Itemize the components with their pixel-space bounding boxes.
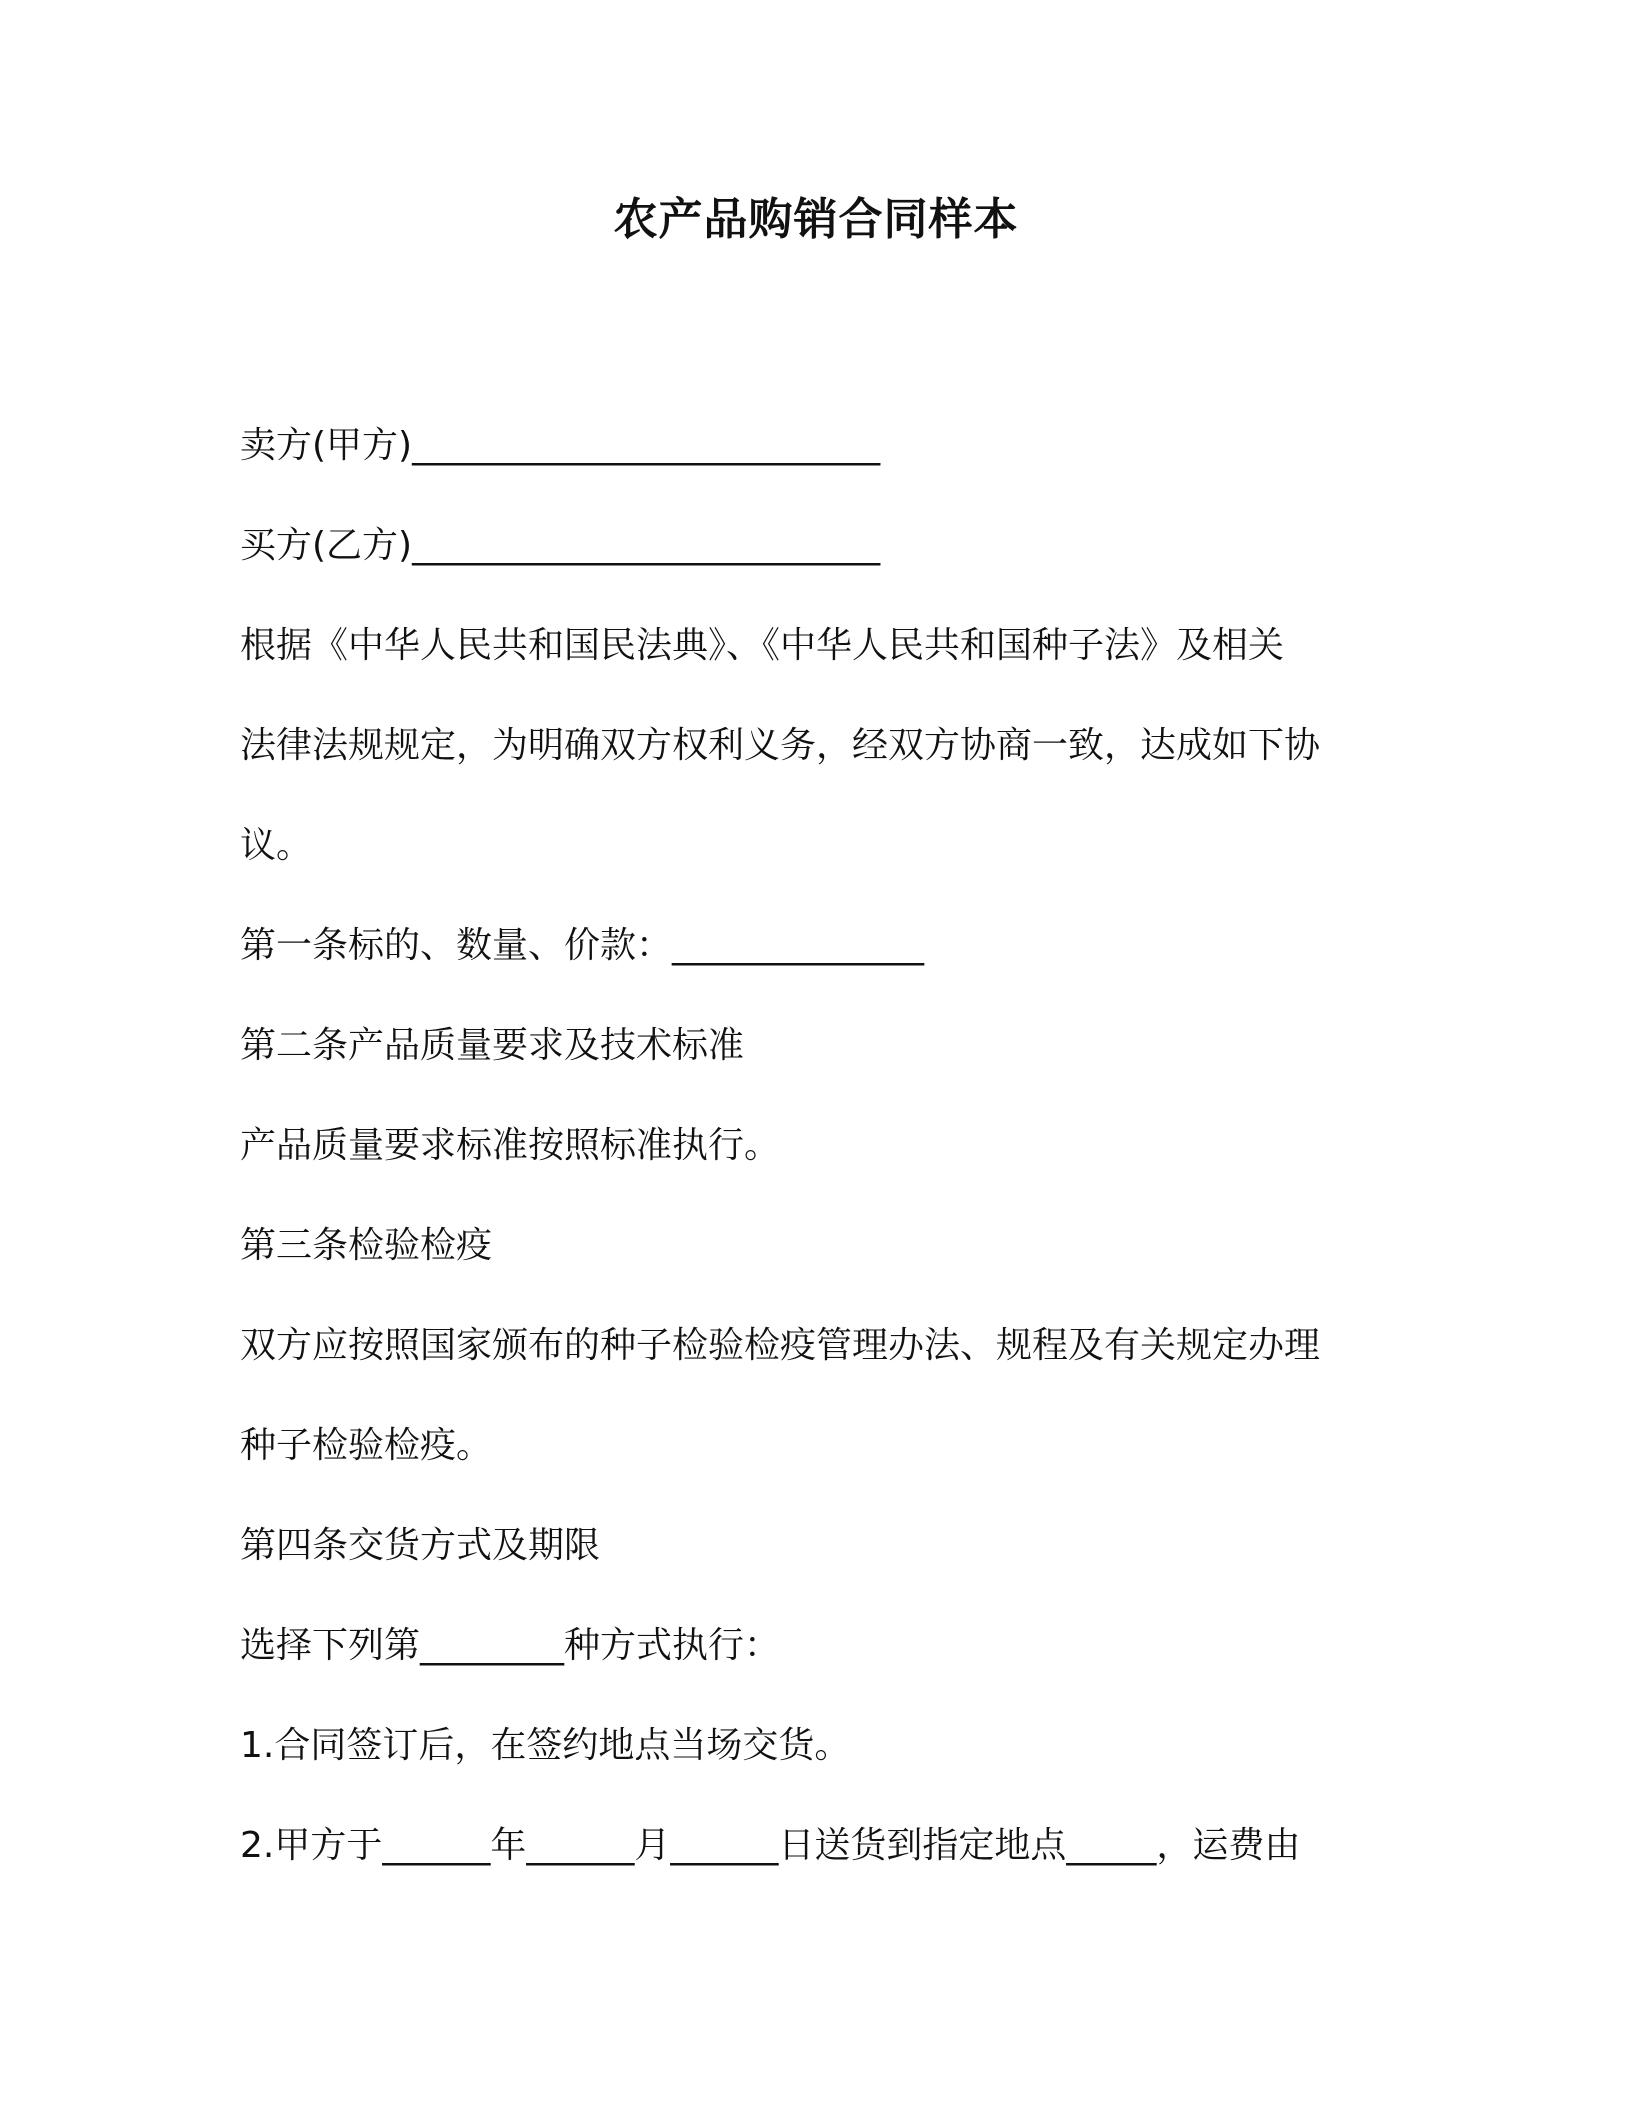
preamble-line-2: 法律法规规定，为明确双方权利义务，经双方协商一致，达成如下协 [240, 725, 1321, 766]
article-3-body-line-1: 双方应按照国家颁布的种子检验检疫管理办法、规程及有关规定办理 [240, 1325, 1321, 1366]
buyer-line: 买方(乙方)__________________________ [240, 525, 881, 566]
article-1-heading: 第一条标的、数量、价款：______________ [240, 925, 925, 966]
document-title: 农产品购销合同样本 [613, 194, 1019, 245]
article-3-body-line-2: 种子检验检疫。 [240, 1425, 493, 1466]
article-3-heading: 第三条检验检疫 [240, 1225, 493, 1266]
article-2-body: 产品质量要求标准按照标准执行。 [240, 1125, 781, 1166]
preamble-line-1: 根据《中华人民共和国民法典》、《中华人民共和国种子法》及相关 [240, 625, 1285, 666]
article-4-option-1: 1.合同签订后，在签约地点当场交货。 [240, 1725, 851, 1766]
preamble-line-3: 议。 [240, 825, 313, 866]
article-4-option-2: 2.甲方于______年______月______日送货到指定地点_____，运费由 [240, 1825, 1301, 1866]
article-4-choice: 选择下列第________种方式执行： [240, 1625, 781, 1666]
article-2-heading: 第二条产品质量要求及技术标准 [240, 1025, 745, 1066]
seller-line: 卖方(甲方)__________________________ [240, 425, 881, 466]
article-4-heading: 第四条交货方式及期限 [240, 1525, 601, 1566]
